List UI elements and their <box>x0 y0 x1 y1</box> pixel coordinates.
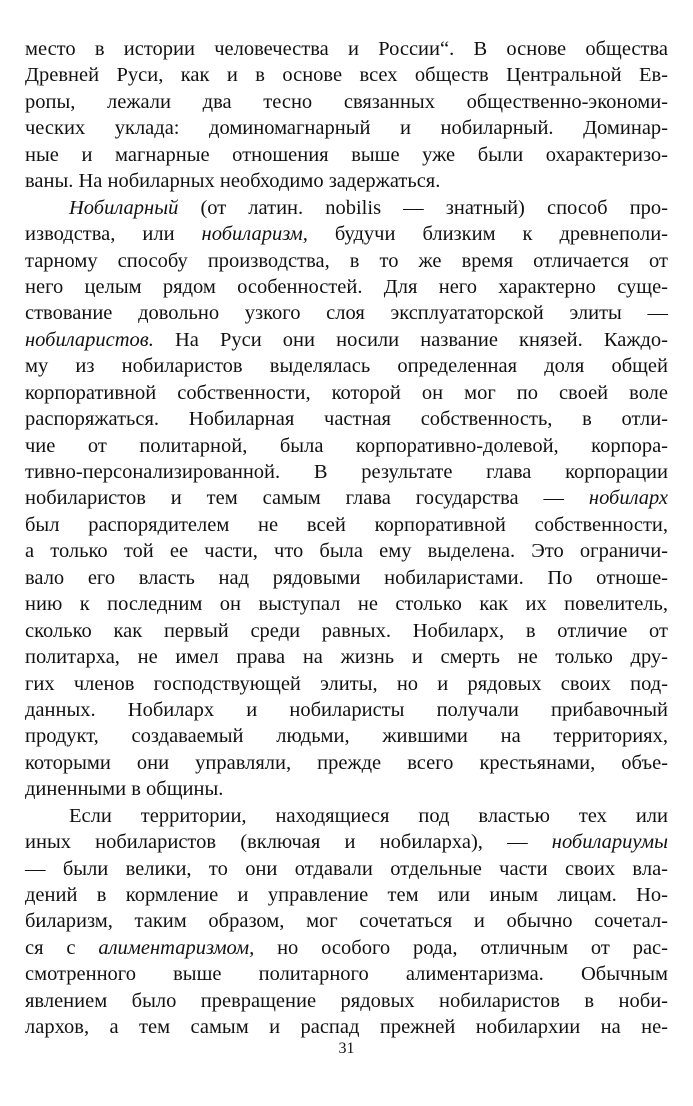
text-line <box>25 750 668 776</box>
text-segment: явлением было превращение рядовых нобиларистов в ноби- <box>25 989 668 1012</box>
text-segment: данных. Нобиларх и нобиларисты получали прибавочный <box>25 698 668 721</box>
text-segment: которыми они управляли, прежде всего крестьянами, объе- <box>25 751 668 774</box>
text-line <box>25 195 668 221</box>
text-line <box>25 935 668 961</box>
text-segment: нобиларистов и тем самым глава государства — <box>25 487 589 510</box>
text-segment: а только той ее части, что была ему выделена. Это ограничи- <box>25 540 668 563</box>
text-segment: лархов, а тем самым и распад прежней нобилархии на не- <box>25 1016 668 1039</box>
text-line <box>25 882 668 908</box>
text-segment: (от латин. nobilis — знатный) способ про- <box>178 196 668 219</box>
text-line <box>25 671 668 697</box>
text-line <box>25 115 668 141</box>
italic-term: алиментаризмом, <box>98 936 255 959</box>
text-line <box>25 406 668 432</box>
text-line <box>25 512 668 538</box>
text-segment: ропы, лежали два тесно связанных общественно-экономи- <box>25 90 668 113</box>
text-line <box>25 829 668 855</box>
text-line <box>25 274 668 300</box>
text-line <box>25 644 668 670</box>
text-segment: чие от политарной, была корпоративно-долевой, корпора- <box>25 434 668 457</box>
italic-term: нобиларистов. <box>25 328 154 351</box>
text-segment: биларизм, таким образом, мог сочетаться и обычно сочетал- <box>25 910 668 933</box>
text-line <box>25 856 668 882</box>
text-segment: гих членов господствующей элиты, но и рядовых своих под- <box>25 672 668 695</box>
text-segment: вало его власть над рядовыми нобиларистами. По отноше- <box>25 566 668 589</box>
text-line <box>25 618 668 644</box>
text-segment: му из нобиларистов выделялась определенная доля общей <box>25 355 668 378</box>
text-line <box>25 961 668 987</box>
page-text <box>25 36 668 1041</box>
text-line <box>25 168 668 194</box>
text-line <box>25 142 668 168</box>
text-segment: — были велики, то они отдавали отдельные части своих вла- <box>25 857 668 880</box>
text-line <box>25 776 668 802</box>
paragraph <box>25 803 668 1041</box>
text-segment: распоряжаться. Нобиларная частная собственность, в отли- <box>25 408 668 431</box>
italic-term: Нобиларный <box>69 196 179 219</box>
text-line <box>25 62 668 88</box>
text-segment: будучи близким к древнеполи- <box>307 223 669 246</box>
text-line <box>25 485 668 511</box>
italic-term: нобиларизм, <box>201 223 308 246</box>
text-segment: дений в кормление и управление тем или иным лицам. Но- <box>25 884 668 906</box>
text-segment: ваны. На нобиларных необходимо задержаться. <box>25 170 441 193</box>
text-line <box>25 459 668 485</box>
text-segment: ся с <box>25 936 99 959</box>
text-segment: нию к последним он выступал не столько как их повелитель, <box>25 593 668 616</box>
text-line <box>25 538 668 564</box>
text-segment: продукт, создаваемый людьми, жившими на территориях, <box>25 725 668 748</box>
text-segment: ные и магнарные отношения выше уже были охарактеризо- <box>25 143 668 166</box>
text-line <box>25 433 668 459</box>
text-segment: смотренного выше политарного алиментаризма. Обычным <box>25 963 668 986</box>
text-segment: политарха, не имел права на жизнь и смерть не только дру- <box>25 646 668 669</box>
text-segment: ствование довольно узкого слоя эксплуататорской элиты — <box>25 302 668 325</box>
text-segment: него целым рядом особенностей. Для него характерно суще- <box>25 275 668 298</box>
text-segment: Если территории, находящиеся под властью тех или <box>69 804 668 827</box>
text-segment: иных нобиларистов (включая и нобиларха), — <box>25 831 552 854</box>
paragraph <box>25 36 668 195</box>
page-number: 31 <box>338 1040 355 1057</box>
text-segment: сколько как первый среди равных. Нобиларх, в отличие от <box>25 619 668 642</box>
text-segment: тарному способу производства, в то же время отличается от <box>25 249 668 272</box>
text-line <box>25 36 668 62</box>
text-segment: Древней Руси, как и в основе всех обществ Центральной Ев- <box>25 64 668 87</box>
text-segment: место в истории человечества и России“. В основе общества <box>25 38 668 60</box>
text-line <box>25 988 668 1014</box>
text-line <box>25 327 668 353</box>
text-line <box>25 908 668 934</box>
text-line <box>25 300 668 326</box>
text-segment: был распорядителем не всей корпоративной собственности, <box>25 513 668 536</box>
text-segment: На Руси они носили название князей. Каждо- <box>153 328 668 351</box>
text-line <box>25 723 668 749</box>
text-line <box>25 221 668 247</box>
text-segment: тивно-персонализированной. В результате глава корпорации <box>25 461 668 483</box>
text-segment: диненными в общины. <box>25 778 224 801</box>
text-segment: корпоративной собственности, которой он мог по своей воле <box>25 381 668 404</box>
text-line <box>25 1014 668 1040</box>
text-line <box>25 248 668 274</box>
text-segment: изводства, или <box>25 223 202 246</box>
text-line <box>25 565 668 591</box>
text-line <box>25 697 668 723</box>
text-line <box>25 803 668 829</box>
italic-term: нобилариумы <box>551 831 668 854</box>
text-line <box>25 380 668 406</box>
text-line <box>25 591 668 617</box>
italic-term: нобиларх <box>588 487 668 510</box>
paragraph <box>25 195 668 803</box>
text-line <box>25 353 668 379</box>
text-segment: но особого рода, отличным от рас- <box>254 936 668 959</box>
text-line <box>25 89 668 115</box>
text-segment: ческих уклада: доминомагнарный и нобиларный. Доминар- <box>25 117 668 140</box>
